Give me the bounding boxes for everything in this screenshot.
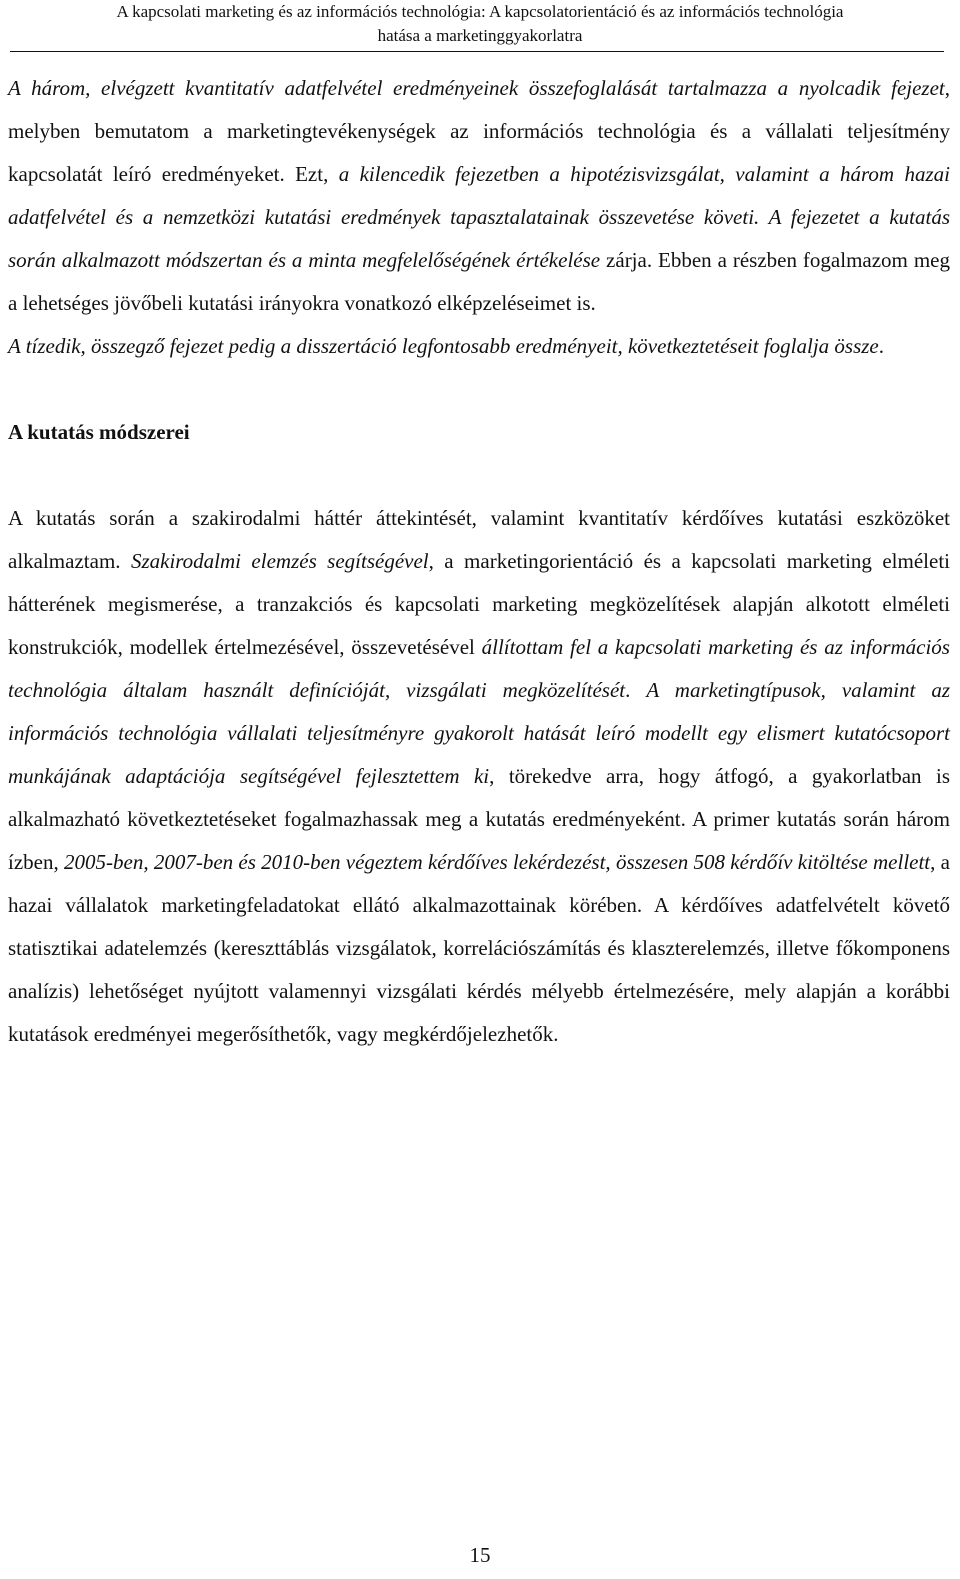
text-run: zárja. Ebben a részben fogalmazom meg a lehetséges jövőbeli kutatási irányokra vonatkozó elképzeléseimet is.: [8, 248, 950, 315]
page-body: [8, 67, 950, 1056]
methods-paragraph: [8, 497, 950, 1056]
spacer: [8, 454, 950, 497]
text-run: , a marketingorientáció és a kapcsolati marketing elméleti hátterének megismerése, a tranzakciós és kapcsolati marketing megközelítések alapján alkotott elméleti konstrukciók, modellek értelmezésével, összevetésével: [8, 549, 950, 659]
italic-text-run: 2005-ben, 2007-ben és 2010-ben végeztem kérdőíves lekérdezést, összesen 508 kérdőív kitöltése mellett: [64, 850, 931, 874]
header-line-2: hatása a marketinggyakorlatra: [377, 26, 583, 45]
header-divider: [10, 51, 944, 52]
running-header: [0, 0, 960, 48]
intro-paragraph: [8, 67, 950, 325]
page-number: 15: [469, 1543, 491, 1567]
summary-paragraph: [8, 325, 950, 368]
italic-text-run: A tízedik, összegző fejezet pedig a disszertáció legfontosabb eredményeit, következtetéseit foglalja össze: [8, 334, 879, 358]
section-heading: A kutatás módszerei: [8, 420, 190, 444]
header-line-1: A kapcsolati marketing és az információs technológia: A kapcsolatorientáció és az információs technológia: [116, 2, 844, 21]
text-run: .: [878, 334, 884, 358]
italic-text-run: A három, elvégzett kvantitatív adatfelvétel eredményeinek összefoglalását tartalmazza a nyolcadik fejezet: [8, 76, 945, 100]
italic-text-run: Szakirodalmi elemzés segítségével: [130, 549, 429, 573]
text-run: , a hazai vállalatok marketingfeladatokat ellátó alkalmazottainak körében. A kérdőíves adatfelvételt követő statisztikai adatelemzés (kereszttáblás vizsgálatok, korrelációszámítás és klaszterelemzés, illetve főkomponens analízis) lehetőséget nyújtott valamennyi vizsgálati kérdés mélyebb értelmezésére, mely alapján a korábbi kutatások eredményei megerősíthetők, vagy megkérdőjelezhetők.: [8, 850, 950, 1046]
text-run: A kutatás során a szakirodalmi háttér áttekintését, valamint kvantitatív kérdőíves kutatási eszközöket alkalmaztam.: [8, 506, 950, 573]
italic-text-run: A marketingtípusok, valamint az információs technológia vállalati teljesítményre gyakorolt hatását leíró modellt egy elismert kutatócsoport munkájának adaptációja segítségével fejlesztettem ki: [8, 678, 951, 788]
text-run: .: [625, 678, 647, 702]
spacer: [8, 368, 950, 411]
italic-text-run: a kilencedik fejezetben a hipotézisvizsgálat, valamint a három hazai adatfelvétel és a nemzetközi kutatási eredmények tapasztalatainak összevetése követi. A fejezetet a kutatás során alkalmazott módszertan és a minta megfelelőségének értékelése: [8, 162, 950, 272]
italic-text-run: állítottam fel a kapcsolati marketing és az információs technológia általam használt definícióját, vizsgálati megközelítését: [8, 635, 950, 702]
text-run: , melyben bemutatom a marketingtevékenységek az információs technológia és a vállalati teljesítmény kapcsolatát leíró eredményeket. Ezt,: [8, 76, 950, 186]
text-run: , törekedve arra, hogy átfogó, a gyakorlatban is alkalmazható következtetéseket fogalmazhassak meg a kutatás eredményeként. A primer kutatás során három ízben,: [8, 764, 950, 874]
